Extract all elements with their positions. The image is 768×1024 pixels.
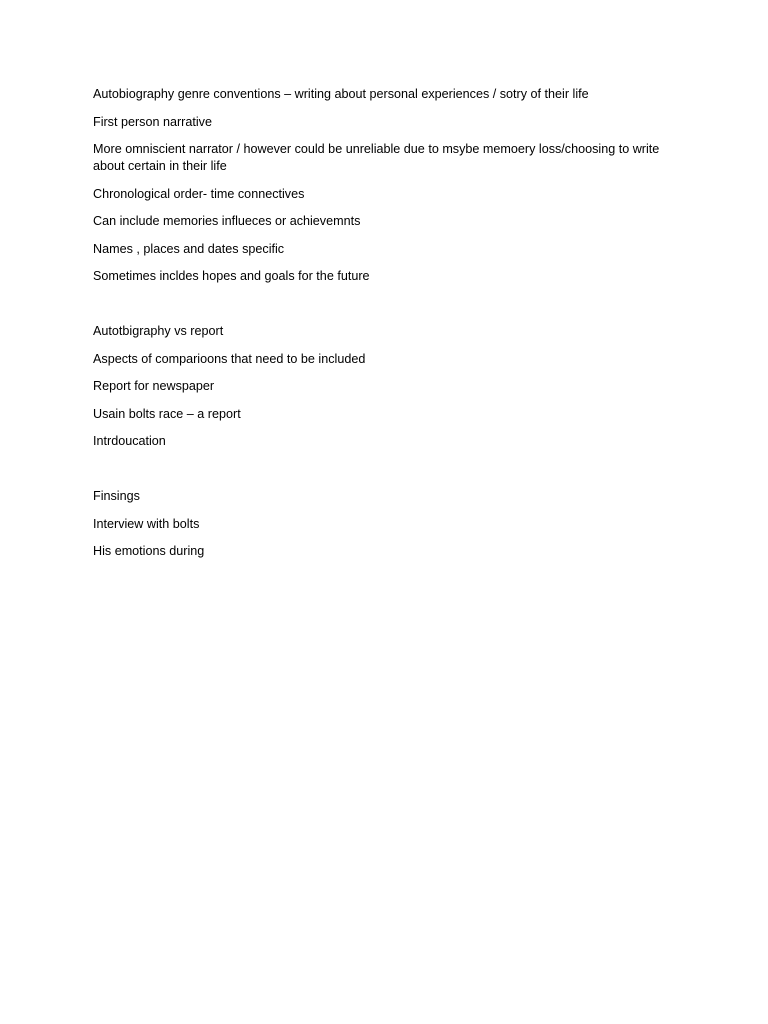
paragraph: Autotbigraphy vs report — [93, 324, 224, 338]
paragraph: Interview with bolts — [93, 516, 200, 531]
paragraph: His emotions during — [93, 544, 205, 558]
empty-paragraph — [93, 296, 673, 313]
document-body — [93, 86, 673, 571]
paragraph: More omniscient narrator / however could be unreliable due to msybe memoery loss/choosing to write about certain in their life — [93, 142, 660, 173]
paragraph: Report for newspaper — [93, 379, 215, 393]
paragraph: Usain bolts race – a report — [93, 406, 241, 421]
paragraph: Can include memories influeces or achievemnts — [93, 214, 361, 228]
paragraph: Intrdoucation — [93, 434, 166, 448]
paragraph: Autobiography genre conventions – writing about personal experiences / sotry of their life — [93, 87, 589, 101]
paragraph: First person narrative — [93, 114, 212, 129]
empty-paragraph — [93, 461, 673, 478]
paragraph: Names , places and dates specific — [93, 241, 285, 256]
paragraph: Finsings — [93, 489, 140, 503]
paragraph: Sometimes incldes hopes and goals for the future — [93, 269, 370, 283]
paragraph: Chronological order- time connectives — [93, 186, 305, 201]
paragraph: Aspects of comparioons that need to be included — [93, 351, 366, 366]
